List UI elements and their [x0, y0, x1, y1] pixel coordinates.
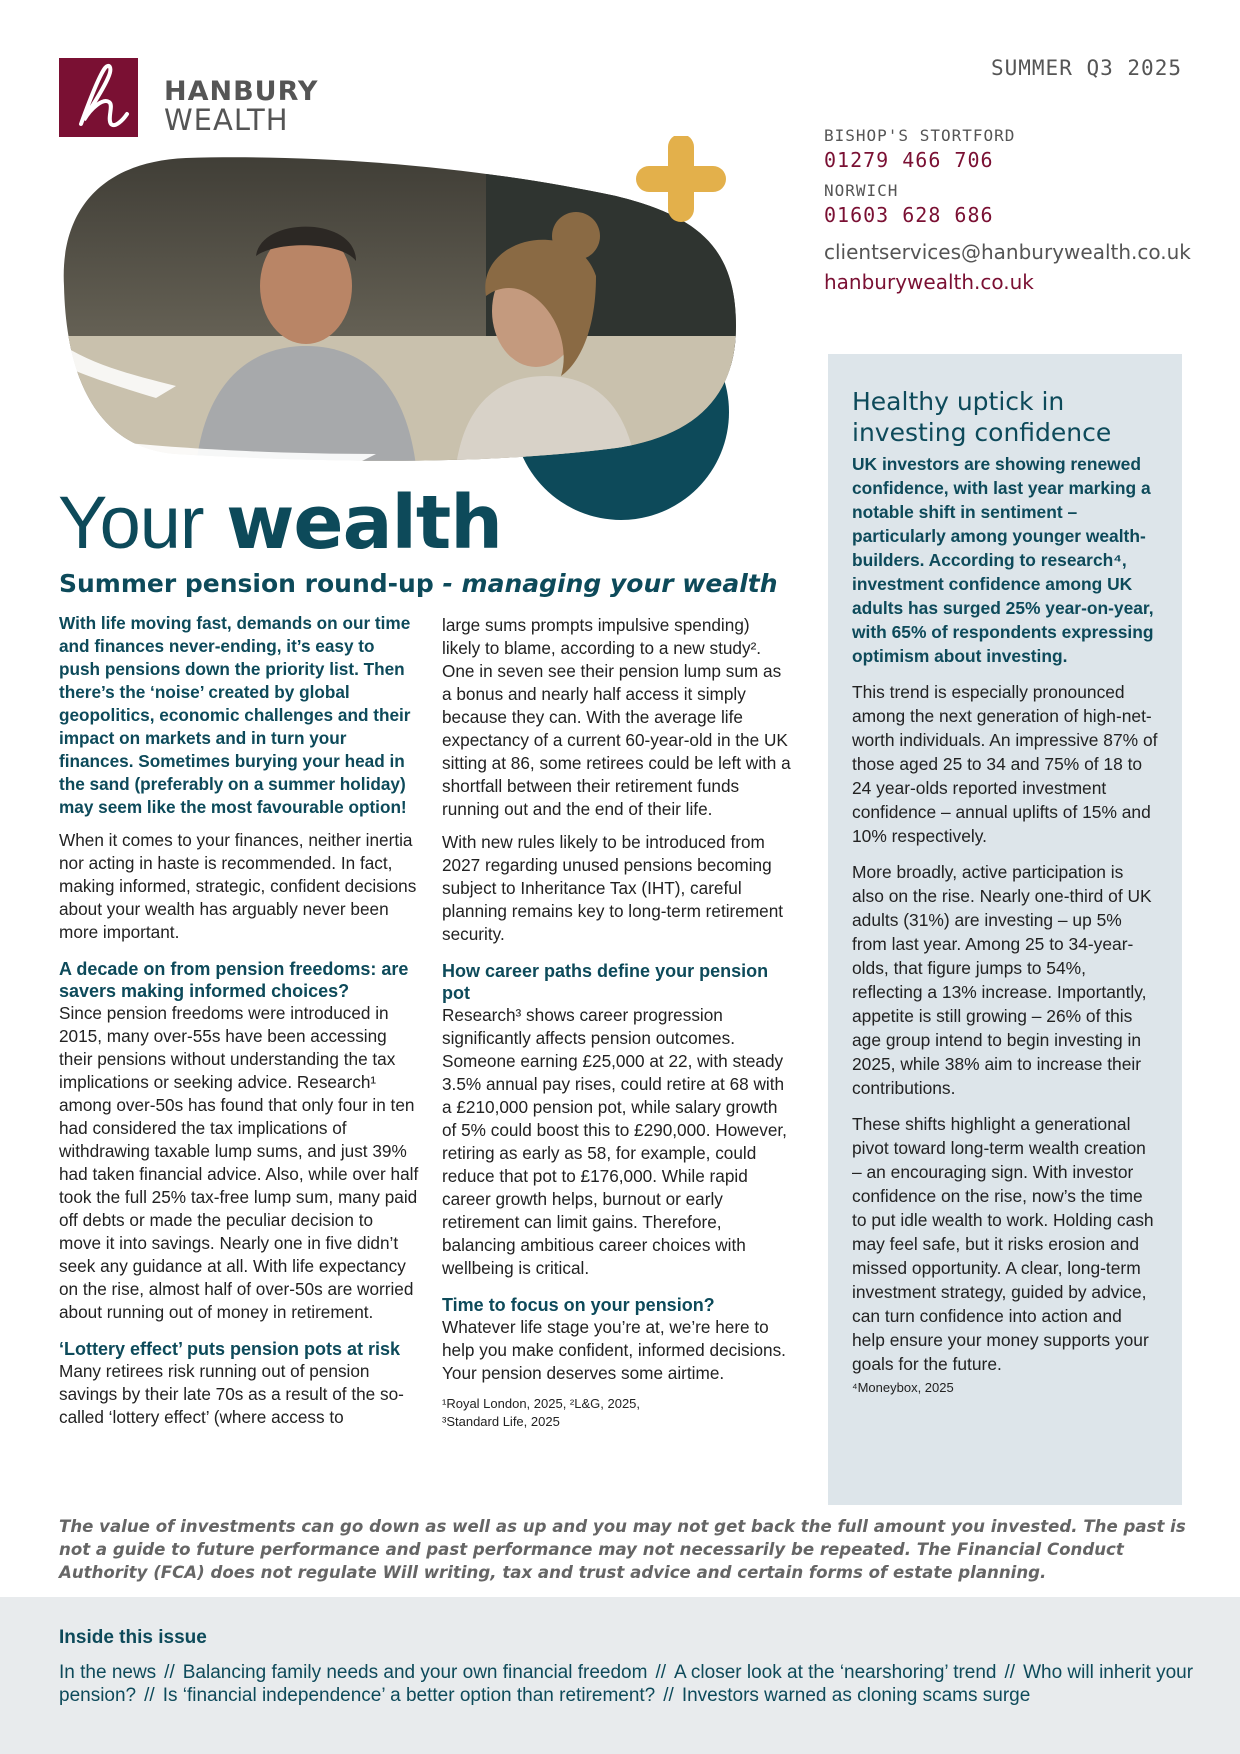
email-link[interactable]: clientservices@hanburywealth.co.uk: [824, 240, 1191, 264]
inside-this-issue-footer: [0, 1597, 1240, 1754]
paragraph-pension-freedoms: Since pension freedoms were introduced in 2015, many over-55s have been accessing their pensions without understanding the tax implications or seeking advice. Research¹ among over-50s has found that only four in ten had considered the tax implications of withdrawing taxable lump sums, and just 39% had taken financial advice. Also, while over half took the full 25% tax-free lump sum, many paid off debts or made the peculiar decision to move it into savings. Nearly one in five didn’t seek any guidance at all. With life expectancy on the rise, almost half of over-50s are worried about running out of money in retirement.: [59, 1003, 419, 1322]
masthead-title: [58, 478, 502, 568]
inside-item[interactable]: In the news: [59, 1662, 157, 1683]
inside-list: [59, 1661, 1199, 1707]
separator: //: [663, 1685, 674, 1706]
intro-lead: With life moving fast, demands on our time and finances never-ending, it’s easy to push pensions down the priority list. Then there’s the ‘noise’ created by global geopolitics, economic challenges and their impact on markets and in turn your finances. Sometimes burying your head in the sand (preferably on a summer holiday) may seem like the most favourable option!: [59, 613, 411, 817]
brand-line1: HANBURY: [164, 76, 319, 107]
hero-photo: [56, 136, 776, 526]
office2-label: NORWICH: [824, 181, 899, 200]
intro-paragraph: When it comes to your finances, neither inertia nor acting in haste is recommended. In fact, making informed, strategic, confident decisions about your wealth has arguably never been more important.: [59, 830, 417, 942]
sidebar-lead: UK investors are showing renewed confidence, with last year marking a notable shift in sentiment – particularly among younger wealth-builders. According to research⁴, investment confidence among UK adults has surged 25% year-on-year, with 65% of respondents expressing optimism about investing.: [852, 454, 1154, 666]
heading-focus-pension: Time to focus on your pension?: [442, 1295, 715, 1315]
subtitle-main: Summer pension round-up: [59, 569, 434, 598]
subtitle: [59, 569, 778, 598]
risk-disclaimer: The value of investments can go down as well as up and you may not get back the full amount you invested. The past is not a guide to future performance and past performance may not necessarily be repeated. The Financial Conduct Authority (FCA) does not regulate Will writing, tax and trust advice and certain forms of estate planning.: [59, 1517, 1186, 1582]
inside-item[interactable]: Investors warned as cloning scams surge: [681, 1685, 1031, 1706]
separator: //: [655, 1662, 667, 1683]
paragraph-lottery-continued: large sums prompts impulsive spending) likely to blame, according to a new study². One in seven see their pension lump sum as a bonus and nearly half access it simply because they can. With the average life expectancy of a current 60-year-old in the UK sitting at 86, some retirees could be left with a shortfall between their retirement funds running out and the end of their life.: [442, 615, 791, 819]
paragraph-focus-pension: Whatever life stage you’re at, we’re here to help you make confident, informed decisions. Your pension deserves some airtime.: [442, 1317, 786, 1383]
office1-label: BISHOP'S STORTFORD: [824, 126, 1016, 145]
sidebar-paragraph-2: More broadly, active participation is also on the rise. Nearly one-third of UK adults (31%) are investing – up 5% from last year. Among 25 to 34-year-olds, that figure jumps to 54%, reflecting a 13% increase. Importantly, appetite is still growing – 26% of this age group intend to begin investing in 2025, while 38% aim to increase their contributions.: [852, 862, 1152, 1098]
heading-career-paths: How career paths define your pension pot: [442, 961, 769, 1003]
brand-name: [164, 76, 319, 137]
subtitle-italic: - managing your wealth: [442, 569, 778, 598]
sidebar-title: Healthy uptick in investing confidence: [852, 387, 1112, 447]
sidebar-panel: [828, 354, 1182, 1505]
inside-item[interactable]: Balancing family needs and your own financial freedom: [182, 1662, 648, 1683]
office2-phone[interactable]: 01603 628 686: [824, 203, 994, 227]
masthead-bold: wealth: [226, 480, 502, 566]
inside-title: Inside this issue: [59, 1627, 207, 1648]
separator: //: [1004, 1662, 1016, 1683]
issue-label: SUMMER Q3 2025: [990, 56, 1182, 80]
heading-pension-freedoms: A decade on from pension freedoms: are savers making informed choices?: [59, 959, 409, 1001]
heading-lottery-effect: ‘Lottery effect’ puts pension pots at risk: [59, 1339, 401, 1359]
paragraph-iht-rules: With new rules likely to be introduced from 2027 regarding unused pensions becoming subject to Inheritance Tax (IHT), careful planning remains key to long-term retirement security.: [442, 832, 784, 944]
sidebar-paragraph-3: These shifts highlight a generational pivot toward long-term wealth creation – an encouraging sign. With investor confidence on the rise, now’s the time to put idle wealth to work. Holding cash may feel safe, but it risks erosion and missed opportunity. A clear, long-term investment strategy, guided by advice, can turn confidence into action and help ensure your money supports your goals for the future.: [852, 1114, 1154, 1374]
article-column-2: [442, 614, 792, 1431]
office1-phone[interactable]: 01279 466 706: [824, 148, 994, 172]
brand-line2: WEALTH: [164, 103, 289, 137]
paragraph-lottery-effect: Many retirees risk running out of pension savings by their late 70s as a result of the so-called ‘lottery effect’ (where access to: [59, 1361, 404, 1427]
footnote-line1: ¹Royal London, 2025, ²L&G, 2025,: [442, 1396, 641, 1411]
sidebar-paragraph-1: This trend is especially pronounced among the next generation of high-net-worth individuals. An impressive 87% of those aged 25 to 34 and 75% of 18 to 24 year-olds reported investment confidence – annual uplifts of 15% and 10% respectively.: [852, 682, 1158, 846]
inside-item[interactable]: Is ‘financial independence’ a better option than retirement?: [162, 1685, 656, 1706]
masthead-light: Your: [58, 481, 204, 564]
paragraph-career-paths: Research³ shows career progression significantly affects pension outcomes. Someone earning £25,000 at 22, with steady 3.5% annual pay rises, could retire at 68 with a £210,000 pension pot, while salary growth of 5% could boost this to £290,000. However, retiring as early as 58, for example, could reduce that pot to £176,000. While rapid career growth helps, burnout or early retirement can limit gains. Therefore, balancing ambitious career choices with wellbeing is critical.: [442, 1005, 787, 1278]
hanbury-logo: [59, 58, 138, 137]
h-monogram-icon: [59, 58, 138, 137]
separator: //: [144, 1685, 155, 1706]
inside-item[interactable]: Who will inherit your pension?: [59, 1662, 1194, 1706]
article-column-1: [59, 612, 419, 1439]
website-link[interactable]: hanburywealth.co.uk: [824, 270, 1034, 294]
separator: //: [164, 1662, 175, 1683]
footnote-line2: ³Standard Life, 2025: [442, 1414, 560, 1429]
inside-item[interactable]: A closer look at the ‘nearshoring’ trend: [674, 1662, 997, 1683]
sidebar-footnote: ⁴Moneybox, 2025: [852, 1380, 954, 1395]
